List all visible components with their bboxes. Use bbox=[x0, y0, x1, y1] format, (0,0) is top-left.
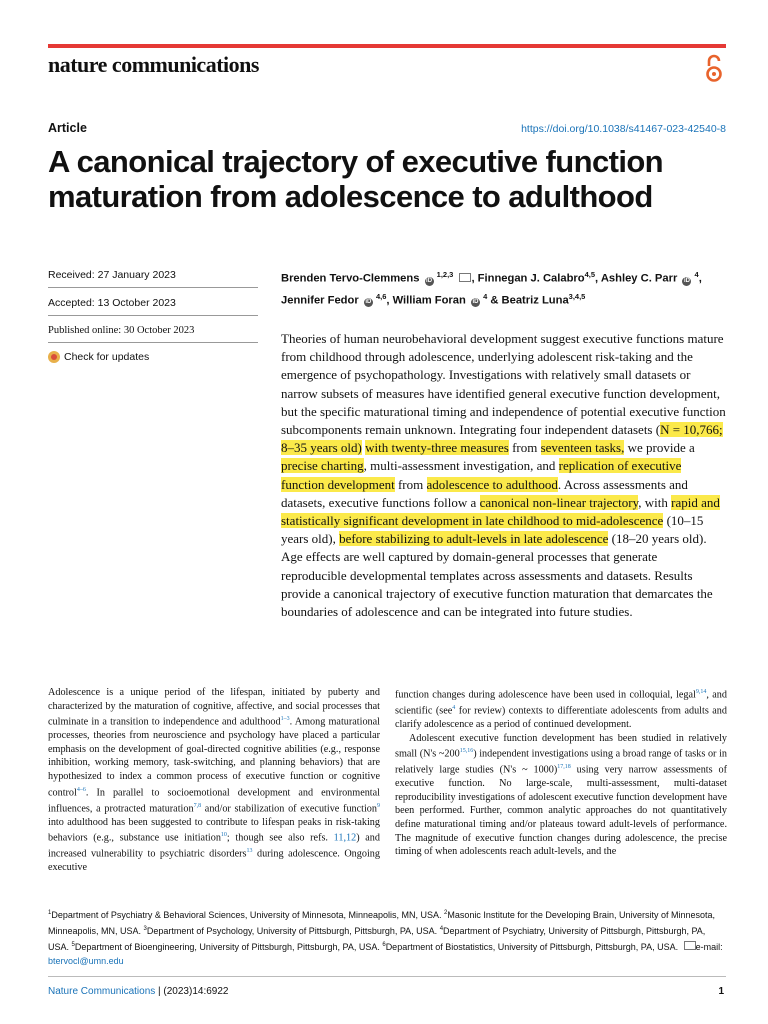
received-date: Received: 27 January 2023 bbox=[48, 266, 258, 288]
check-for-updates-button[interactable] bbox=[48, 349, 258, 363]
citation-link[interactable]: 10 bbox=[220, 832, 227, 839]
body-column-left bbox=[48, 686, 380, 875]
author-name[interactable]: Finnegan J. Calabro bbox=[477, 272, 585, 285]
body-text: Adolescence is a unique period of the lifespan, initiated by puberty and characterized by the maturation of cognitive, affective, and social processes that culminate in a transition to independence and adulthood bbox=[48, 687, 380, 728]
body-text: Adolescent executive function development has been studied in relatively small (N's ~200 bbox=[395, 732, 727, 760]
highlight: with twenty-three measures bbox=[365, 440, 509, 456]
header-red-rule bbox=[48, 44, 726, 48]
author-affil: 4 bbox=[694, 270, 699, 279]
abstract-text: from bbox=[508, 440, 541, 456]
body-paragraph bbox=[395, 732, 727, 859]
orcid-icon[interactable]: iD bbox=[683, 277, 690, 284]
abstract bbox=[281, 330, 726, 621]
orcid-icon[interactable]: iD bbox=[472, 299, 479, 306]
journal-name: nature communications bbox=[48, 52, 259, 77]
page-number: 1 bbox=[718, 986, 724, 997]
author-affil: 4,5 bbox=[584, 270, 596, 279]
author-name[interactable]: Ashley C. Parr bbox=[600, 272, 678, 285]
affiliation: Department of Bioengineering, University of Pittsburgh, Pittsburgh, PA, USA. bbox=[74, 942, 383, 952]
published-date: Published online: 30 October 2023 bbox=[48, 322, 258, 343]
citation-link[interactable]: 17,18 bbox=[557, 764, 571, 771]
footer-citation bbox=[48, 986, 228, 997]
body-text: for review) contexts to differentiate adolescents from adults and clarify adolescence as a period of continued development. bbox=[395, 705, 727, 730]
highlight: before stabilizing to adult-levels in late adolescence bbox=[339, 531, 609, 547]
body-text: using very narrow assessments of executive function. No large-scale, multi-assessment, multi-dataset reproducibility investigations of adolescent executive function development have been performed. Further, common analytic approaches do not quantitatively define maturational timing and/or plateaus toward adult-levels of performance. The magnitude of executive function changes during adolescence, the precise timing of when adolescents reach adult-levels, and the bbox=[395, 764, 727, 858]
body-text: ) independent investigations using a broad range of tasks or in relatively large studies (N's ~ 1000) bbox=[395, 748, 727, 776]
author-name[interactable]: Brenden Tervo-Clemmens bbox=[281, 272, 420, 285]
author-affil: 4 bbox=[483, 291, 488, 301]
citation-link[interactable]: 7,8 bbox=[193, 802, 202, 809]
body-text: , and scientific (see bbox=[395, 689, 727, 717]
doi-link[interactable]: https://doi.org/10.1038/s41467-023-42540-8 bbox=[521, 123, 726, 135]
abstract-text: we provide a bbox=[624, 440, 695, 456]
citation-link[interactable]: 4–6 bbox=[76, 786, 86, 793]
page-title: A canonical trajectory of executive function maturation from adolescence to adulthood bbox=[48, 144, 664, 214]
abstract-text: . Across assessments and datasets, executive functions follow a bbox=[281, 476, 688, 510]
body-text: and/or stabilization of executive function bbox=[201, 802, 377, 814]
citation-link[interactable]: 15,16 bbox=[459, 748, 474, 755]
crossmark-icon bbox=[48, 351, 60, 363]
author-name[interactable]: Jennifer Fedor bbox=[281, 294, 359, 307]
citation-link[interactable]: 9 bbox=[377, 802, 380, 809]
check-updates-label: Check for updates bbox=[64, 351, 150, 363]
highlight: adolescence to adulthood bbox=[426, 476, 558, 492]
highlight: rapid and statistically significant development in late childhood to mid-adolescence bbox=[281, 494, 720, 529]
body-text: into adulthood has been suggested to contribute to lifespan peaks in risk-taking behaviors (e.g., substance use initiation bbox=[48, 816, 380, 844]
abstract-text: from bbox=[394, 476, 427, 492]
highlight: seventeen tasks, bbox=[540, 440, 625, 456]
footer-journal-link[interactable]: Nature Communications bbox=[48, 986, 156, 997]
orcid-icon[interactable]: iD bbox=[365, 299, 372, 306]
author-name[interactable]: Beatriz Luna bbox=[501, 294, 569, 307]
highlight: precise charting bbox=[281, 458, 364, 474]
abstract-text: (18–20 years old). Age effects are well captured by domain-general processes that generate reproducible developmental templates across assessments and datasets. Results provide a canonical trajectory of executive function maturation that demarcates the boundaries of adolescence and can be integrated into future studies. bbox=[281, 531, 713, 620]
footer-rule bbox=[48, 976, 726, 977]
affiliation: Department of Psychiatry & Behavioral Sciences, University of Minnesota, Minneapolis, MN, USA. bbox=[51, 910, 445, 920]
accepted-date: Accepted: 13 October 2023 bbox=[48, 294, 258, 316]
orcid-icon[interactable]: iD bbox=[426, 277, 433, 284]
email-icon[interactable] bbox=[459, 273, 471, 282]
body-text: . Among maturational processes, theories from neuroscience and psychology have placed a particular emphasis on the development of goal-directed cognitive abilities (e.g., response inhibition, working memory, task-switching, and planning behaviors) that are hypothesized to index a common process of executive function or cognitive control bbox=[48, 716, 380, 798]
citation-link[interactable]: 4 bbox=[452, 704, 456, 711]
author-affil: 1,2,3 bbox=[436, 270, 454, 279]
article-type: Article bbox=[48, 121, 87, 135]
abstract-text: , with bbox=[638, 494, 672, 510]
body-text: ; though see also refs. bbox=[226, 832, 334, 844]
affiliation: Department of Biostatistics, University of Pittsburgh, Pittsburgh, PA, USA. bbox=[385, 942, 681, 952]
author-affil: 3,4,5 bbox=[568, 291, 586, 301]
citation-link[interactable]: 1–3 bbox=[280, 716, 290, 723]
abstract-text: Theories of human neurobehavioral development suggest executive functions mature from childhood through adolescence, underlying adolescent risk-taking and the emergence of psychopathology. Investigations with relatively small datasets or narrow subsets of measures have identified general executive function development, but the specific maturational timing and independence of potential executive function subcomponents remain unknown. Integrating four independent datasets ( bbox=[281, 331, 726, 438]
author-affil: 4,6 bbox=[375, 291, 387, 301]
citation-link[interactable]: 11,12 bbox=[333, 832, 357, 844]
affiliation: Masonic Institute for the Developing Brain, University of Minnesota, Minneapolis, MN, USA. bbox=[48, 910, 715, 936]
article-meta bbox=[48, 266, 258, 363]
citation-link[interactable]: 13 bbox=[246, 848, 253, 855]
affiliation: Department of Psychology, University of Pittsburgh, Pittsburgh, PA, USA. bbox=[146, 926, 440, 936]
body-text: . In parallel to socioemotional development and environmental influences, a protracted maturation bbox=[48, 786, 380, 814]
highlight: replication of executive function development bbox=[281, 458, 682, 492]
email-link[interactable]: btervocl@umn.edu bbox=[48, 956, 124, 966]
abstract-text: (10–15 years old), bbox=[281, 513, 704, 547]
body-text: function changes during adolescence have been used in colloquial, legal bbox=[395, 689, 696, 701]
open-access-icon bbox=[703, 54, 725, 84]
affiliations-footnote: $^1$Department of Psychiatry & Behavioral Sciences, University of Minnesota, Minneapolis, MN, USA. $^2$Masonic Institute for the Developing Brain, University of Minnesota, Minneapolis, MN, USA. $^3$Department of Psychology, University of Pittsburgh, Pittsburgh, PA, USA. $^4$Department of Psychiatry, University of Pittsburgh, Pittsburgh, PA, USA. $^5$Department of Bioengineering, University of Pittsburgh, Pittsburgh, PA, USA. $^6$Department of Biostatistics, University of Pittsburgh, Pittsburgh, PA, USA. e-mail: btervocl@umn.edu bbox=[48, 910, 723, 966]
email-label: e-mail: bbox=[695, 942, 723, 952]
body-column-right bbox=[395, 686, 727, 859]
citation-link[interactable]: 9,14 bbox=[695, 689, 707, 695]
highlight: N = 10,766; 8–35 years old) bbox=[281, 422, 723, 456]
affiliation: Department of Psychiatry, University of Pittsburgh, Pittsburgh, PA, USA. bbox=[48, 926, 706, 952]
body-text: during adolescence. Ongoing executive bbox=[48, 848, 380, 874]
abstract-text: , multi-assessment investigation, and bbox=[363, 458, 559, 474]
author-name[interactable]: William Foran bbox=[392, 294, 466, 307]
footer-volume: | (2023)14:6922 bbox=[155, 986, 229, 997]
author-list: Brenden Tervo-Clemmens iD $^{1,2,3}$ , Finnegan J. Calabro$^{4,5}$, Ashley C. Parr iD $^4$, Jennifer Fedor iD $^{4,6}$, William Foran iD $^4$ & Beatriz Luna$^{3,4,5}$ bbox=[281, 270, 702, 307]
highlight: canonical non-linear trajectory bbox=[479, 494, 639, 510]
email-icon bbox=[684, 941, 696, 950]
body-text: ) and increased vulnerability to psychiatric disorders bbox=[48, 832, 380, 860]
